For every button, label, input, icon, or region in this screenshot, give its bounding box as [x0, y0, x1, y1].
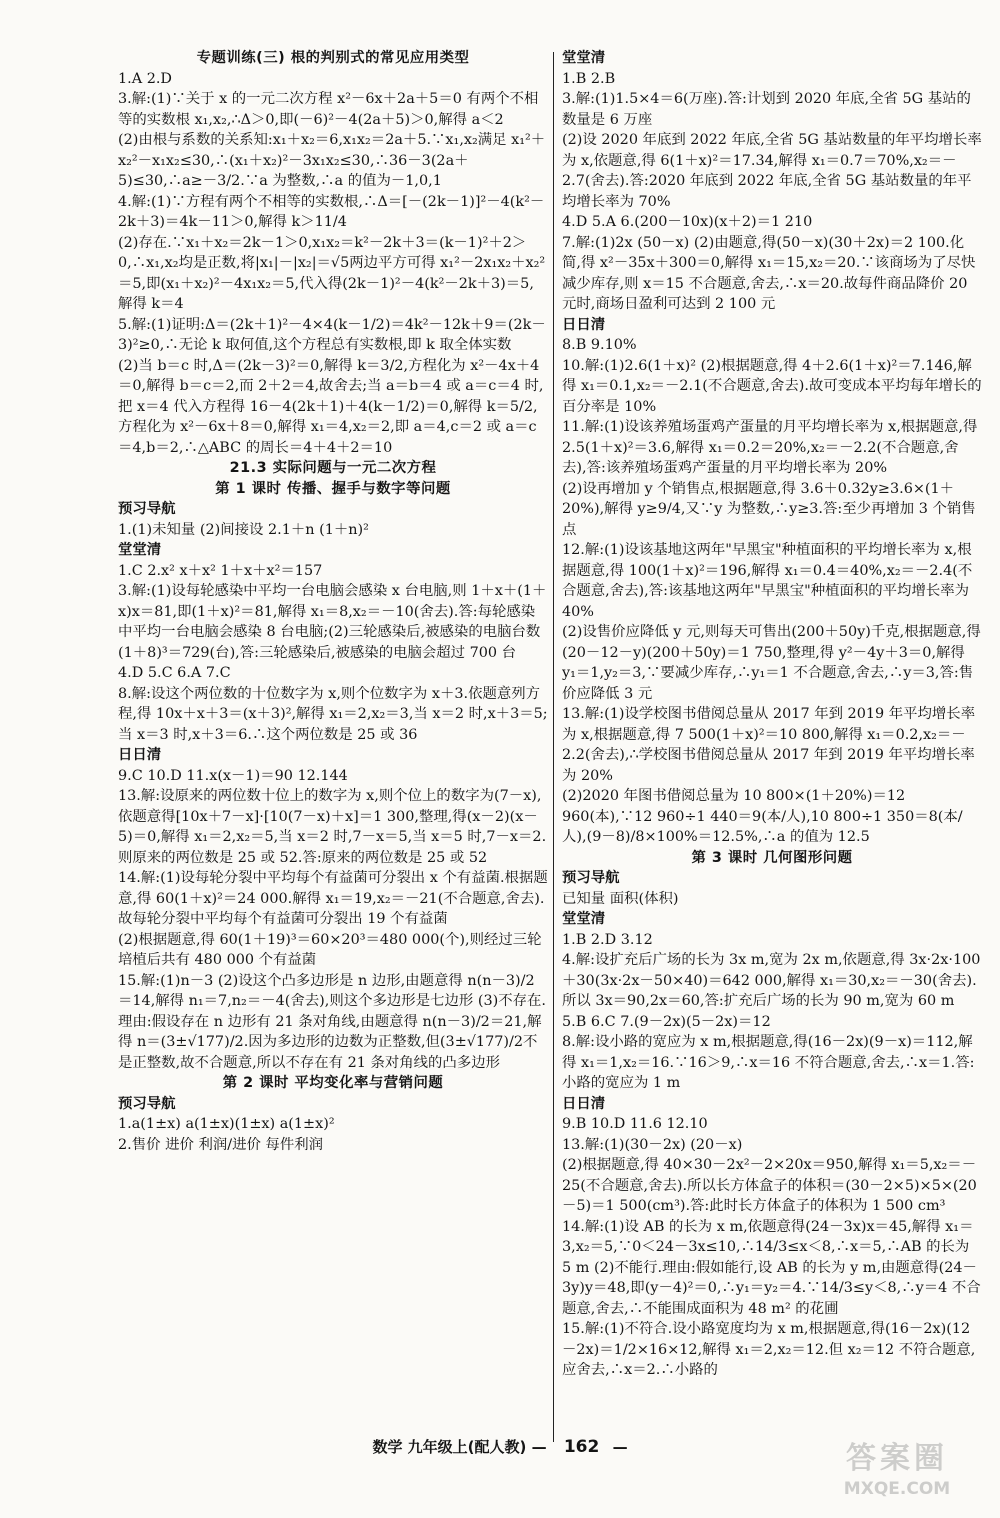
column-divider [553, 52, 554, 1442]
subsection-label: 日日清 [118, 747, 162, 763]
answer-line: 5.解:(1)证明:Δ＝(2k＋1)²－4×4(k－1/2)＝4k²－12k＋9＝(2k－3)²≥0,∴无论 k 取何值,这个方程总有实数根,即 k 取全体实数 [118, 316, 546, 353]
answer-line: 14.解:(1)设每轮分裂中平均每个有益菌可分裂出 x 个有益菌.根据题意,得 60(1＋x)²＝24 000.解得 x₁＝19,x₂＝－21(不合题意,舍去).故每轮分裂中平均每个有益菌可分裂出 19 个有益菌 [118, 870, 548, 927]
left-column [118, 48, 548, 1155]
right-column [562, 48, 982, 1381]
subsection-label: 日日清 [562, 316, 606, 333]
answer-line: 8.解:设这个两位数的十位数字为 x,则个位数字为 x＋3.依题意列方程,得 10x＋x＋3＝(x＋3)²,解得 x₁＝2,x₂＝3,当 x＝2 时,x＋3＝5;当 x＝3 时,x＋3＝6.∴这个两位数是 25 或 36 [118, 685, 548, 743]
page-number: 162 [563, 1437, 600, 1457]
answer-line: 13.解:设原来的两位数十位上的数字为 x,则个位上的数字为(7－x),依题意得[10x＋7－x]·[10(7－x)＋x]＝1 300,整理,得(x－2)(x－5)＝0,解得 x₁＝2,x₂＝5,当 x＝2 时,7－x＝5,当 x＝5 时,7－x＝2.则原来的两位数是 25 或 52.答:原来的两位数是 25 或 52 [118, 788, 547, 866]
answer-line: 3.解:(1)∵关于 x 的一元二次方程 x²－6x＋2a＋5＝0 有两个不相等的实数根 x₁,x₂,∴Δ＞0,即(－6)²－4(2a＋5)＞0,解得 a＜2 [118, 91, 539, 128]
subsection-label: 预习导航 [118, 501, 176, 517]
answer-line: 13.解:(1)(30－2x) (20－x) [562, 1136, 743, 1153]
answer-line: 1.B 2.B [562, 70, 616, 87]
answer-line: 1.(1)未知量 (2)间接设 2.1＋n (1＋n)² [118, 521, 369, 538]
footer-dash: — [612, 1438, 628, 1456]
answer-line: 15.解:(1)n－3 (2)设这个凸多边形是 n 边形,由题意得 n(n－3)/2＝14,解得 n₁＝7,n₂＝－4(舍去),则这个多边形是七边形 (3)不存在.理由:假设存在 n 边形有 21 条对角线,由题意得 n(n－3)/2＝21,解得 n＝(3±√177)/2.因为多边形的边数为正整数,但(3±√177)/2不是正整数,故不合题意,所以不存在有 21 条对角线的凸多边形 [118, 972, 546, 1071]
answer-line: 11.解:(1)设该养殖场蛋鸡产蛋量的月平均增长率为 x,根据题意,得 2.5(1＋x)²＝3.6,解得 x₁＝0.2＝20%,x₂＝－2.2(不合题意,舍去),答:该养殖场蛋鸡产蛋量的月平均增长率为 20% [562, 419, 978, 476]
watermark-title: 答案圈 [846, 1441, 948, 1476]
answer-line: (2)由根与系数的关系知:x₁＋x₂＝6,x₁x₂＝2a＋5.∵x₁,x₂满足 x₁²＋x₂²－x₁x₂≤30,∴(x₁＋x₂)²－3x₁x₂≤30,∴36－3(2a＋5)≤30,∴a≥－3/2.∵a 为整数,∴a 的值为－1,0,1 [118, 132, 546, 189]
answer-line: 4.D 5.C 6.A 7.C [118, 665, 231, 681]
answer-line: 7.解:(1)2x (50－x) (2)由题意,得(50－x)(30＋2x)＝2 100.化简,得 x²－35x＋300＝0,解得 x₁＝15,x₂＝20.∵该商场为了尽快减少库存,则 x＝15 不合题意,舍去,∴x＝20.故每件商品降价 20 元时,商场日盈利可达到 2 100 元 [562, 234, 976, 312]
answer-line: 9.B 10.D 11.6 12.10 [562, 1116, 708, 1132]
section-title: 第 1 课时 传播、握手与数字等问题 [215, 480, 451, 497]
answer-line: 8.解:设小路的宽应为 x m,根据题意,得(16－2x)(9－x)＝112,解得 x₁＝1,x₂＝16.∵16＞9,∴x＝16 不符合题意,舍去,∴x＝1.答:小路的宽应为 1 m [562, 1034, 975, 1091]
answer-line: 12.解:(1)设该基地这两年"早黑宝"种植面积的平均增长率为 x,根据题意,得 100(1＋x)²＝196,解得 x₁＝0.4＝40%,x₂＝－2.4(不合题意,舍去),答:该基地这两年"早黑宝"种植面积的平均增长率为 40% [562, 542, 973, 620]
answer-line: (2)设再增加 y 个销售点,根据题意,得 3.6＋0.32y≥3.6×(1＋20%),解得 y≥9/4,又∵y 为整数,∴y≥3.答:至少再增加 3 个销售点 [562, 480, 976, 538]
answer-line: 1.B 2.D 3.12 [562, 931, 653, 948]
answer-line: 10.解:(1)2.6(1＋x)² (2)根据题意,得 4＋2.6(1＋x)²＝7.146,解得 x₁＝0.1,x₂＝－2.1(不合题意,舍去).故可变成本平均每年增长的百分率是 10% [562, 357, 982, 415]
answer-line: 4.解:设扩充后广场的长为 3x m,宽为 2x m,依题意,得 3x·2x·100＋30(3x·2x－50×40)＝642 000,解得 x₁＝30,x₂＝－30(舍去).所以 3x＝90,2x＝60,答:扩充后广场的长为 90 m,宽为 60 m [562, 952, 981, 1009]
subsection-label: 堂堂清 [562, 50, 606, 66]
subsection-label: 预习导航 [562, 870, 620, 886]
subsection-label: 堂堂清 [562, 911, 606, 927]
answer-line: 1.A 2.D [118, 70, 172, 87]
section-title: 21.3 实际问题与一元二次方程 [229, 460, 437, 476]
answer-line: 4.解:(1)∵方程有两个不相等的实数根,∴Δ＝[－(2k－1)]²－4(k²－2k＋3)＝4k－11＞0,解得 k＞11/4 [118, 193, 545, 230]
answer-line: (2)设售价应降低 y 元,则每天可售出(200＋50y)千克,根据题意,得(20－12－y)(200＋50y)＝1 750,整理,得 y²－4y＋3＝0,解得 y₁＝1,y₂＝3,∵要减少库存,∴y₁＝1 不合题意,舍去,∴y＝3,答:售价应降低 3 元 [562, 624, 981, 702]
subsection-label: 堂堂清 [118, 542, 162, 558]
answer-line: (2)设 2020 年底到 2022 年底,全省 5G 基站数量的年平均增长率为 x,依题意,得 6(1＋x)²＝17.34,解得 x₁＝0.7＝70%,x₂＝－2.7(舍去).答:2020 年底到 2022 年底,全省 5G 基站数量的年平均增长率为 70% [562, 132, 982, 210]
footer-label: 数学 九年级上(配人教) — [372, 1438, 547, 1456]
section-title: 专题训练(三) 根的判别式的常见应用类型 [196, 50, 470, 66]
answer-line: (2)根据题意,得 40×30－2x²－2×20x＝950,解得 x₁＝5,x₂＝－25(不合题意,舍去).所以长方体盒子的体积＝(30－2×5)×5×(20－5)＝1 500(cm³).答:此时长方体盒子的体积为 1 500 cm³ [562, 1157, 977, 1214]
answer-line: 1.a(1±x) a(1±x)(1±x) a(1±x)² [118, 1116, 335, 1132]
answer-line: 已知量 面积(体积) [562, 890, 679, 907]
answer-line: 2.售价 进价 利润/进价 每件利润 [118, 1136, 323, 1153]
answer-line: (2)2020 年图书借阅总量为 10 800×(1＋20%)＝12 960(本),∵12 960÷1 440＝9(本/人),10 800÷1 350＝8(本/人),(9－8)/8×100%＝12.5%,∴a 的值为 12.5 [562, 788, 963, 845]
watermark-url: MXQE.COM [843, 1479, 951, 1499]
answer-line: (2)当 b＝c 时,Δ＝(2k－3)²＝0,解得 k＝3/2,方程化为 x²－4x＋4＝0,解得 b＝c＝2,而 2＋2＝4,故舍去;当 a＝b＝4 或 a＝c＝4 时,把 x＝4 代入方程得 16－4(2k＋1)＋4(k－1/2)＝0,解得 k＝5/2,方程化为 x²－6x＋8＝0,解得 x₁＝4,x₂＝2,即 a＝4,c＝2 或 a＝c＝4,b＝2,∴△ABC 的周长＝4＋4＋2＝10 [118, 357, 544, 456]
answer-line: 8.B 9.10% [562, 337, 637, 353]
answer-line: (2)存在.∵x₁＋x₂＝2k－1＞0,x₁x₂＝k²－2k＋3＝(k－1)²＋2＞0,∴x₁,x₂均是正数,将|x₁|－|x₂|＝√5两边平方可得 x₁²－2x₁x₂＋x₂²＝5,即(x₁＋x₂)²－4x₁x₂＝5,代入得(2k－1)²－4(k²－2k＋3)＝5,解得 k＝4 [118, 234, 546, 312]
answer-line: 14.解:(1)设 AB 的长为 x m,依题意得(24－3x)x＝45,解得 x₁＝3,x₂＝5,∵0＜24－3x≤10,∴14/3≤x＜8,∴x＝5,∴AB 的长为 5 m (2)不能行.理由:假如能行,设 AB 的长为 y m,由题意得(24－3y)y＝48,即(y－4)²＝0,∴y₁＝y₂＝4.∵14/3≤y＜8,∴y＝4 不合题意,舍去,∴不能围成面积为 48 m² 的花圃 [562, 1218, 981, 1317]
answer-line: 9.C 10.D 11.x(x－1)＝90 12.144 [118, 767, 348, 784]
answer-line: 3.解:(1)1.5×4＝6(万座).答:计划到 2020 年底,全省 5G 基站的数量是 6 万座 [562, 91, 971, 128]
answer-line: 15.解:(1)不符合.设小路宽度均为 x m,根据题意,得(16－2x)(12－2x)＝1/2×16×12,解得 x₁＝2,x₂＝12.但 x₂＝12 不符合题意,应舍去,∴x＝2.∴小路的 [562, 1321, 976, 1378]
answer-line: 13.解:(1)设学校图书借阅总量从 2017 年到 2019 年平均增长率为 x,根据题意,得 7 500(1＋x)²＝10 800,解得 x₁＝0.2,x₂＝－2.2(舍去),∴学校图书借阅总量从 2017 年到 2019 年平均增长率为 20% [562, 706, 976, 784]
answer-line: 4.D 5.A 6.(200－10x)(x＋2)＝1 210 [562, 214, 813, 230]
answer-line: (2)根据题意,得 60(1＋19)³＝60×20³＝480 000(个),则经过三轮培植后共有 480 000 个有益菌 [118, 931, 542, 968]
section-title: 第 2 课时 平均变化率与营销问题 [222, 1075, 444, 1091]
subsection-label: 日日清 [562, 1095, 606, 1112]
answer-line: 1.C 2.x² x＋x² 1＋x＋x²＝157 [118, 562, 323, 579]
answer-line: 5.B 6.C 7.(9－2x)(5－2x)＝12 [562, 1013, 771, 1030]
section-title: 第 3 课时 几何图形问题 [691, 849, 853, 866]
watermark [812, 1440, 982, 1506]
answer-line: 3.解:(1)设每轮感染中平均一台电脑会感染 x 台电脑,则 1＋x＋(1＋x)x＝81,即(1＋x)²＝81,解得 x₁＝8,x₂＝－10(舍去).答:每轮感染中平均一台电脑会感染 8 台电脑;(2)三轮感染后,被感染的电脑台数(1＋8)³＝729(台),答:三轮感染后,被感染的电脑会超过 700 台 [118, 583, 547, 661]
subsection-label: 预习导航 [118, 1095, 176, 1112]
